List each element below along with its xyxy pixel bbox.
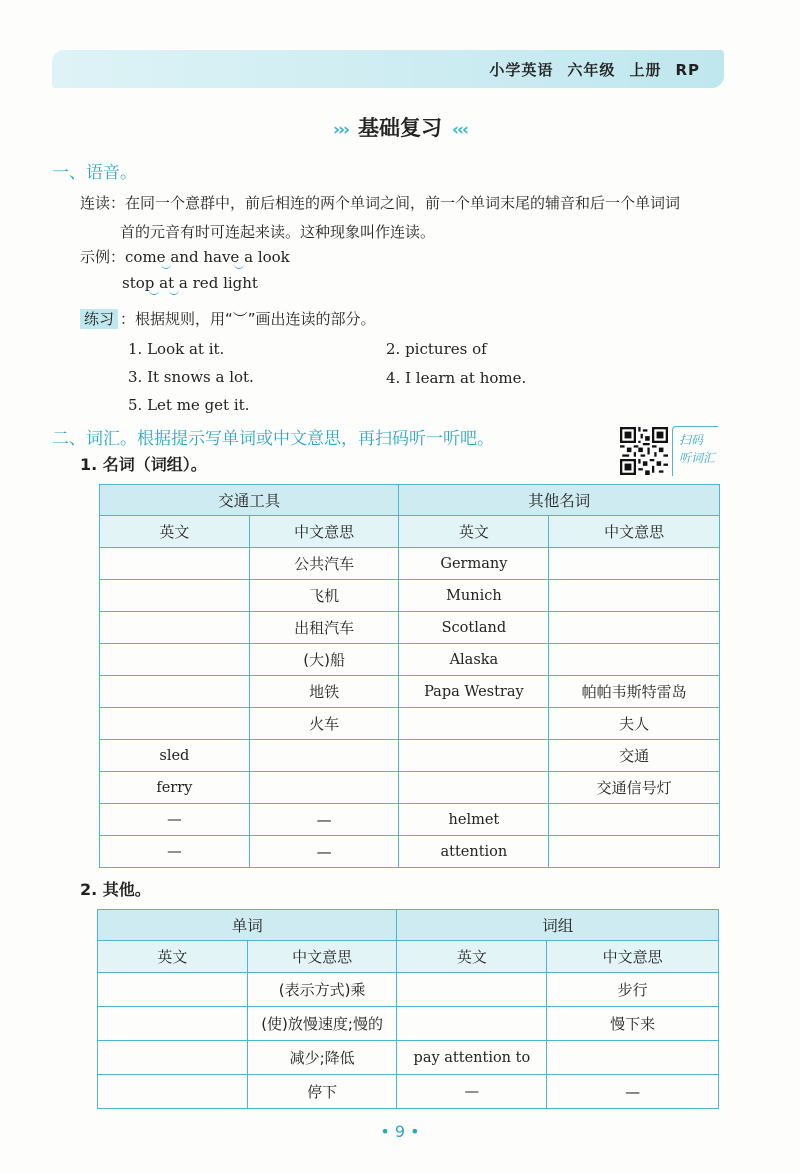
liaison-arc	[234, 262, 244, 269]
answer-cell[interactable]	[549, 644, 720, 676]
table-cell: —	[397, 1075, 547, 1109]
column-header: 英文	[399, 516, 549, 548]
table-row	[100, 548, 720, 580]
column-header: 中文意思	[247, 941, 397, 973]
noun-vocab-table	[99, 484, 720, 868]
answer-cell[interactable]	[399, 740, 549, 772]
other-vocab-table	[97, 909, 719, 1109]
example-word: come	[125, 248, 166, 266]
column-header: 英文	[397, 941, 547, 973]
section-title	[0, 112, 800, 142]
table-cell: —	[249, 836, 399, 868]
practice-item-4: 4. I learn at home.	[386, 369, 527, 387]
table-cell: —	[100, 836, 250, 868]
table-cell: Munich	[399, 580, 549, 612]
answer-cell[interactable]	[549, 836, 720, 868]
column-header: 中文意思	[549, 516, 720, 548]
header-grade: 六年级	[567, 61, 616, 79]
subheading-nouns: 1. 名词（词组）。	[80, 455, 207, 474]
chevron-left-icon: ‹‹‹	[452, 120, 468, 140]
part2-heading: 二、词汇。根据提示写单词或中文意思，再扫码听一听吧。	[52, 429, 494, 449]
table-cell: pay attention to	[397, 1041, 547, 1075]
header-bar	[52, 50, 724, 88]
example-2	[122, 274, 258, 295]
practice-instruction: ：根据规则，用“︶”画出连读的部分。	[120, 310, 376, 328]
table-cell: ferry	[100, 772, 250, 804]
table-cell: 交通	[549, 740, 720, 772]
answer-cell[interactable]	[98, 1007, 248, 1041]
table-row	[100, 676, 720, 708]
table-cell: (使)放慢速度;慢的	[247, 1007, 397, 1041]
table-cell: (大)船	[249, 644, 399, 676]
answer-cell[interactable]	[98, 1041, 248, 1075]
table-cell: 夫人	[549, 708, 720, 740]
table-row	[100, 740, 720, 772]
table-row	[100, 772, 720, 804]
subheading-other: 2. 其他。	[80, 880, 151, 899]
table-cell: 公共汽车	[249, 548, 399, 580]
column-header: 英文	[98, 941, 248, 973]
example-word: light	[223, 274, 258, 292]
qr-code-icon[interactable]	[620, 427, 668, 475]
answer-cell[interactable]	[397, 1007, 547, 1041]
answer-cell[interactable]	[100, 612, 250, 644]
answer-cell[interactable]	[549, 580, 720, 612]
scan-line-1: 扫码	[679, 433, 704, 447]
table-row	[98, 1007, 719, 1041]
table-row	[100, 612, 720, 644]
table-row	[100, 708, 720, 740]
example-label: 示例：	[80, 248, 126, 266]
table-cell: 飞机	[249, 580, 399, 612]
page-number: • 9 •	[380, 1122, 420, 1141]
practice-item-5: 5. Let me get it.	[128, 396, 250, 414]
table-row	[98, 1041, 719, 1075]
table-row	[98, 973, 719, 1007]
answer-cell[interactable]	[397, 973, 547, 1007]
table-row	[100, 836, 720, 868]
table-cell: 停下	[247, 1075, 397, 1109]
practice-item-3: 3. It snows a lot.	[128, 368, 254, 386]
definition-line-1: 连读：在同一个意群中，前后相连的两个单词之间，前一个单词末尾的辅音和后一个单词词	[80, 194, 681, 212]
section-title-text: 基础复习	[358, 116, 442, 140]
noun-table-body	[100, 548, 720, 868]
column-header: 英文	[100, 516, 250, 548]
column-header: 中文意思	[547, 941, 719, 973]
header-volume: 上册	[629, 61, 662, 79]
example-word: stop	[122, 274, 155, 292]
table-cell: sled	[100, 740, 250, 772]
answer-cell[interactable]	[549, 804, 720, 836]
answer-cell[interactable]	[249, 772, 399, 804]
answer-cell[interactable]	[399, 708, 549, 740]
table-cell: (表示方式)乘	[247, 973, 397, 1007]
table-cell: attention	[399, 836, 549, 868]
example-1	[80, 246, 290, 269]
answer-cell[interactable]	[100, 676, 250, 708]
table-cell: —	[100, 804, 250, 836]
answer-cell[interactable]	[399, 772, 549, 804]
scan-listen-label	[672, 426, 718, 476]
example-word: look	[257, 248, 290, 266]
liaison-arc	[169, 288, 179, 295]
scan-line-2: 听词汇	[679, 451, 716, 465]
definition-line-2: 首的元音有时可连起来读。这种现象叫作连读。	[120, 223, 436, 241]
table-cell: 出租汽车	[249, 612, 399, 644]
table-cell: Papa Westray	[399, 676, 549, 708]
chevron-right-icon: ›››	[332, 120, 348, 140]
answer-cell[interactable]	[547, 1041, 719, 1075]
answer-cell[interactable]	[98, 973, 248, 1007]
other-table-body	[98, 973, 719, 1109]
table-cell: 减少;降低	[247, 1041, 397, 1075]
part1-heading: 一、语音。	[52, 163, 137, 183]
answer-cell[interactable]	[100, 548, 250, 580]
table-cell: 交通信号灯	[549, 772, 720, 804]
answer-cell[interactable]	[98, 1075, 248, 1109]
answer-cell[interactable]	[100, 644, 250, 676]
table-cell: helmet	[399, 804, 549, 836]
table-cell: 帕帕韦斯特雷岛	[549, 676, 720, 708]
column-header: 中文意思	[249, 516, 399, 548]
answer-cell[interactable]	[100, 708, 250, 740]
table-cell: Germany	[399, 548, 549, 580]
table-row	[100, 580, 720, 612]
header-text	[475, 59, 700, 80]
table-row	[98, 1075, 719, 1109]
table-cell: 地铁	[249, 676, 399, 708]
table-cell: 火车	[249, 708, 399, 740]
table-row	[100, 644, 720, 676]
table-cell: Scotland	[399, 612, 549, 644]
example-word: red	[192, 274, 219, 292]
example-word: a	[244, 248, 254, 266]
answer-cell[interactable]	[549, 548, 720, 580]
liaison-arc	[149, 288, 159, 295]
answer-cell[interactable]	[249, 740, 399, 772]
table-cell: —	[547, 1075, 719, 1109]
group-header-phrases: 词组	[397, 910, 719, 941]
table-row	[100, 804, 720, 836]
group-header-other-nouns: 其他名词	[399, 485, 720, 516]
table-cell: 慢下来	[547, 1007, 719, 1041]
practice-tag: 练习	[80, 309, 118, 329]
practice-line	[80, 308, 376, 329]
example-word: at	[159, 274, 175, 292]
table-cell: —	[249, 804, 399, 836]
example-word: a	[178, 274, 188, 292]
header-edition: RP	[675, 61, 700, 79]
table-cell: 步行	[547, 973, 719, 1007]
practice-item-2: 2. pictures of	[386, 340, 487, 358]
answer-cell[interactable]	[549, 612, 720, 644]
table-cell: Alaska	[399, 644, 549, 676]
example-word: and	[170, 248, 199, 266]
header-subject: 小学英语	[489, 61, 554, 79]
practice-item-1: 1. Look at it.	[128, 340, 225, 358]
example-word: have	[203, 248, 240, 266]
group-header-transport: 交通工具	[100, 485, 399, 516]
answer-cell[interactable]	[100, 580, 250, 612]
group-header-words: 单词	[98, 910, 397, 941]
